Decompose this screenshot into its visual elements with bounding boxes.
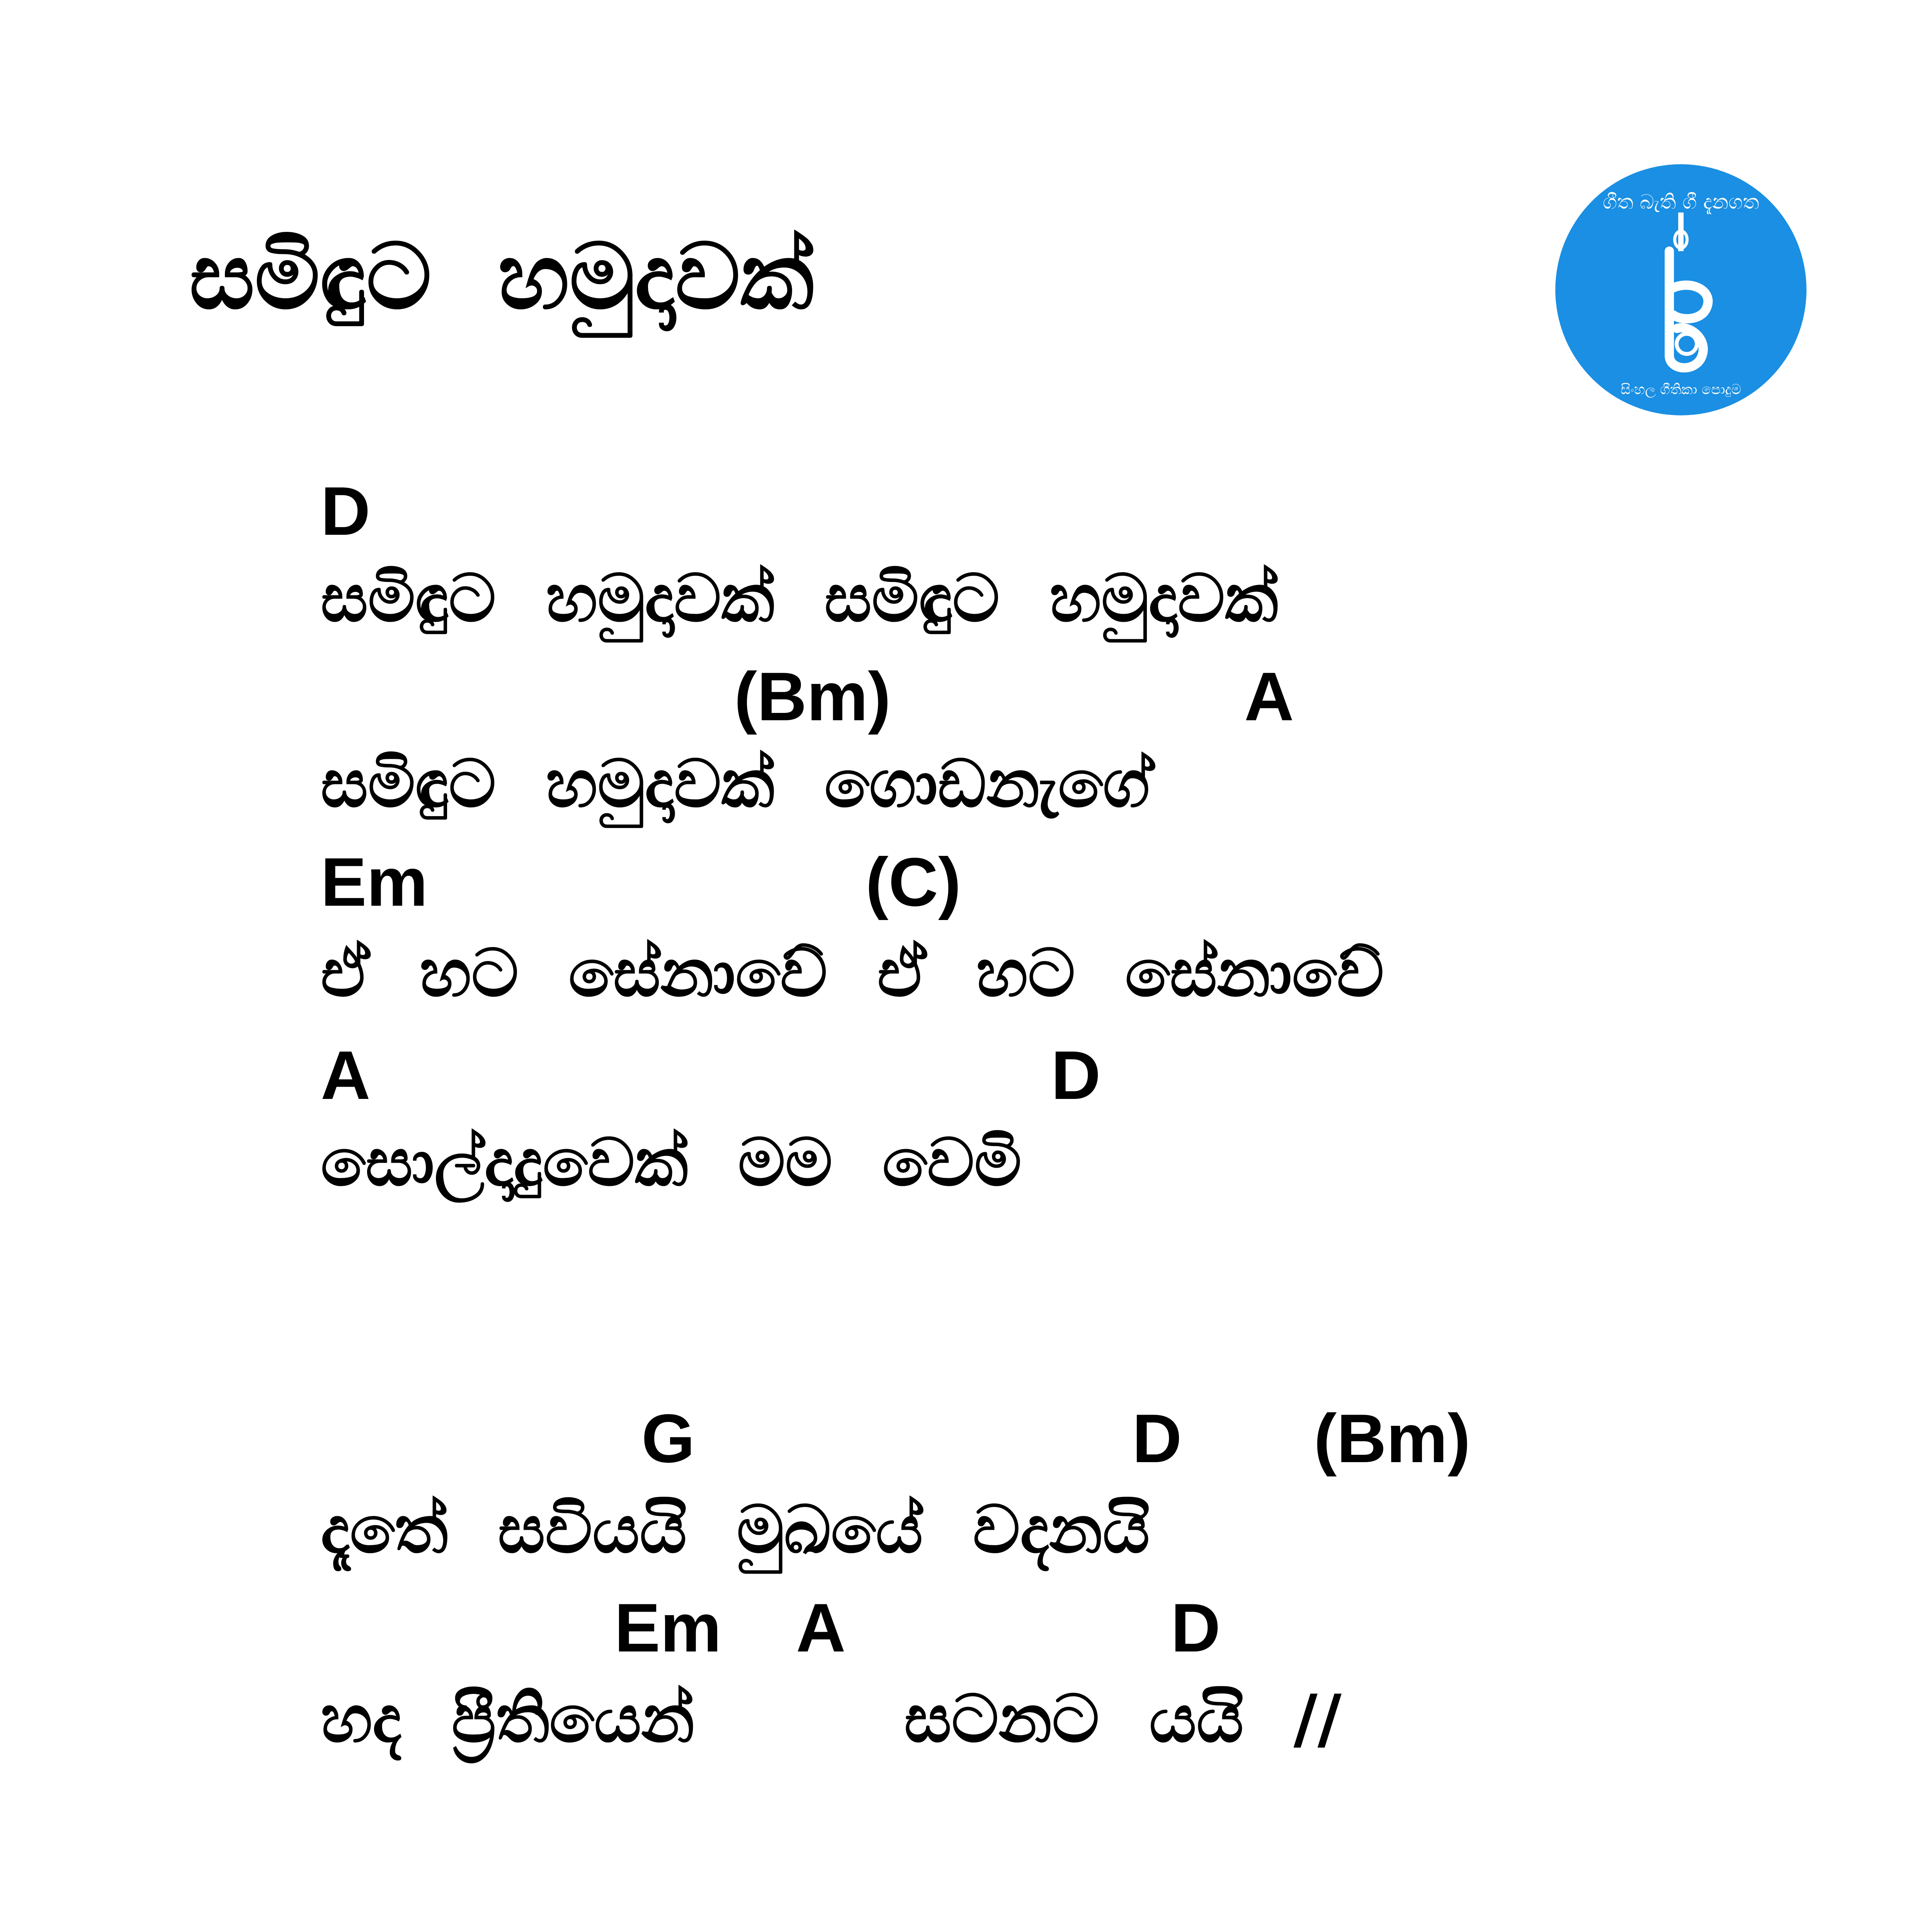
chord: D [1051,1037,1101,1114]
chord: D [1132,1400,1182,1477]
lyric-line: ඒ හට සේනාවේ ඒ හට සේනාවේ [321,935,1384,1012]
chord: A [321,1037,371,1114]
chord: (C) [866,844,961,920]
logo-top-text: ගීත බැති ගී දැනගත [1602,190,1759,214]
lyric-line: සටනට යයි // [904,1681,1342,1757]
chord: A [796,1589,846,1666]
chord: (Bm) [734,658,891,735]
chord: D [1171,1589,1221,1666]
chord: A [1244,658,1294,735]
lyric-line: හද ප්‍රීතියෙන් [321,1681,695,1757]
lyric-line: සමිඳුට හමුදාවක් ගොඩනැගේ [321,746,1150,822]
chord: Em [321,844,428,920]
guitar-b-logo-icon [1553,162,1808,417]
chord: D [321,473,371,549]
chord: (Bm) [1314,1400,1471,1477]
chord: Em [614,1589,721,1666]
lyric-line: සමිඳුට හමුදාවක් සමිඳුට හමුදාවක් [321,560,1278,637]
song-title: සමිඳුට හමුදාවක් [189,224,814,330]
lyric-line: සොල්දාදුවෙක් මම වෙමි [321,1124,1022,1201]
lyric-line: දෑතේ සවියයි මුඛයේ වදනයි [321,1492,1150,1568]
chord: G [641,1400,695,1477]
logo-bottom-text: සිංහල ගීතිකා පොදුම [1620,382,1742,398]
